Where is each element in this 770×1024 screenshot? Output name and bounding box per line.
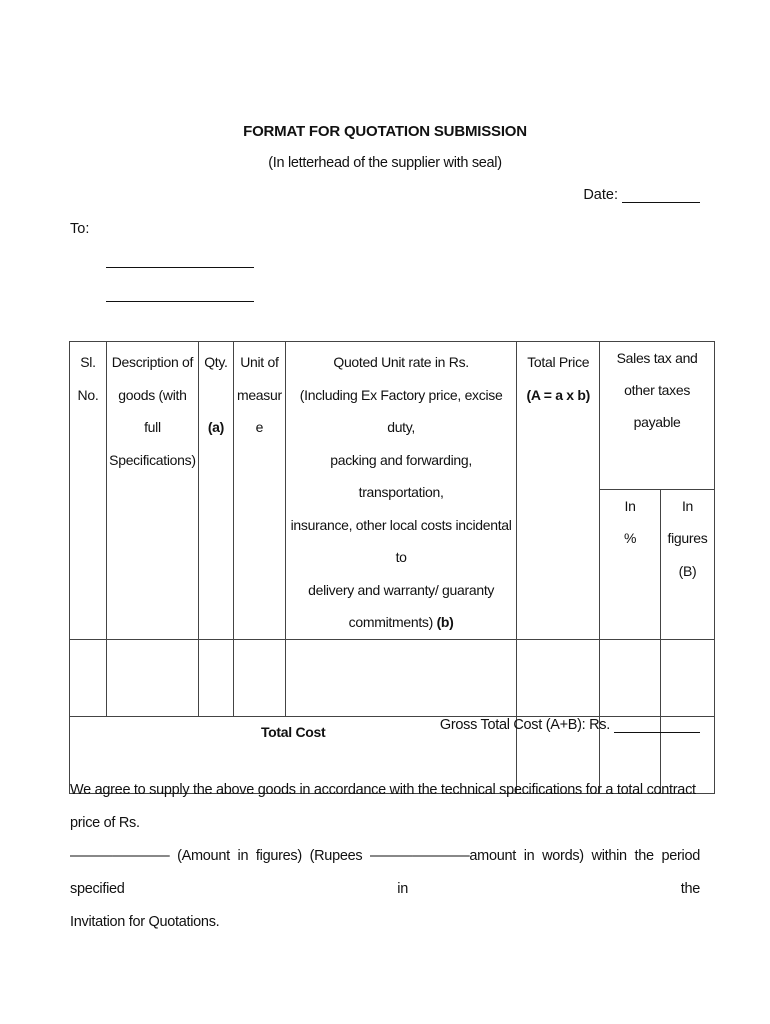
table-row bbox=[70, 639, 715, 716]
header-quoted-unit-rate: Quoted Unit rate in Rs. (Including Ex Factory price, excise duty, packing and forwarding, transportation, insurance, other local costs incidental to delivery and warranty/ guaranty commitments) (b) bbox=[285, 342, 516, 640]
gross-total-label: Gross Total Cost (A+B): Rs. bbox=[439, 717, 610, 733]
agreement-paragraph bbox=[70, 774, 700, 939]
header-qty: Qty. (a) bbox=[198, 342, 233, 640]
form-title: FORMAT FOR QUOTATION SUBMISSION bbox=[243, 123, 527, 140]
to-label: To: bbox=[70, 221, 90, 237]
address-blank-line-1[interactable] bbox=[106, 267, 254, 268]
header-sales-tax: Sales tax and other taxes payable bbox=[600, 342, 715, 490]
cell-tax-percent[interactable] bbox=[600, 639, 661, 716]
gross-total-field bbox=[440, 717, 700, 733]
cell-total-price[interactable] bbox=[517, 639, 600, 716]
address-blank-line-2[interactable] bbox=[106, 301, 254, 302]
cell-qty[interactable] bbox=[198, 639, 233, 716]
header-sl-no: Sl. No. bbox=[70, 342, 107, 640]
agreement-line-2: ——————— (Amount in figures) (Rupees ———————amount in words) within the period specified in the bbox=[70, 848, 700, 897]
form-subtitle: (In letterhead of the supplier with seal) bbox=[268, 155, 502, 171]
cell-sl-no[interactable] bbox=[70, 639, 107, 716]
cell-tax-figures[interactable] bbox=[660, 639, 714, 716]
header-total-price: Total Price (A = a x b) bbox=[517, 342, 600, 640]
agreement-line-1: We agree to supply the above goods in accordance with the technical specifications for a total contract price of Rs. bbox=[70, 782, 696, 831]
header-unit: Unit of measur e bbox=[233, 342, 285, 640]
header-tax-percent: In % bbox=[600, 489, 661, 639]
agreement-line-3: Invitation for Quotations. bbox=[70, 914, 220, 930]
table-header-row bbox=[70, 342, 715, 490]
date-field bbox=[583, 187, 700, 203]
gross-total-blank-line[interactable] bbox=[614, 718, 700, 733]
cell-unit[interactable] bbox=[233, 639, 285, 716]
date-label: Date: bbox=[583, 187, 618, 203]
total-cost-label: Total Cost bbox=[70, 716, 517, 793]
header-tax-figures: In figures (B) bbox=[660, 489, 714, 639]
header-description: Description of goods (with full Specifications) bbox=[106, 342, 198, 640]
cell-description[interactable] bbox=[106, 639, 198, 716]
cell-rate[interactable] bbox=[285, 639, 516, 716]
date-blank-line[interactable] bbox=[622, 188, 700, 203]
